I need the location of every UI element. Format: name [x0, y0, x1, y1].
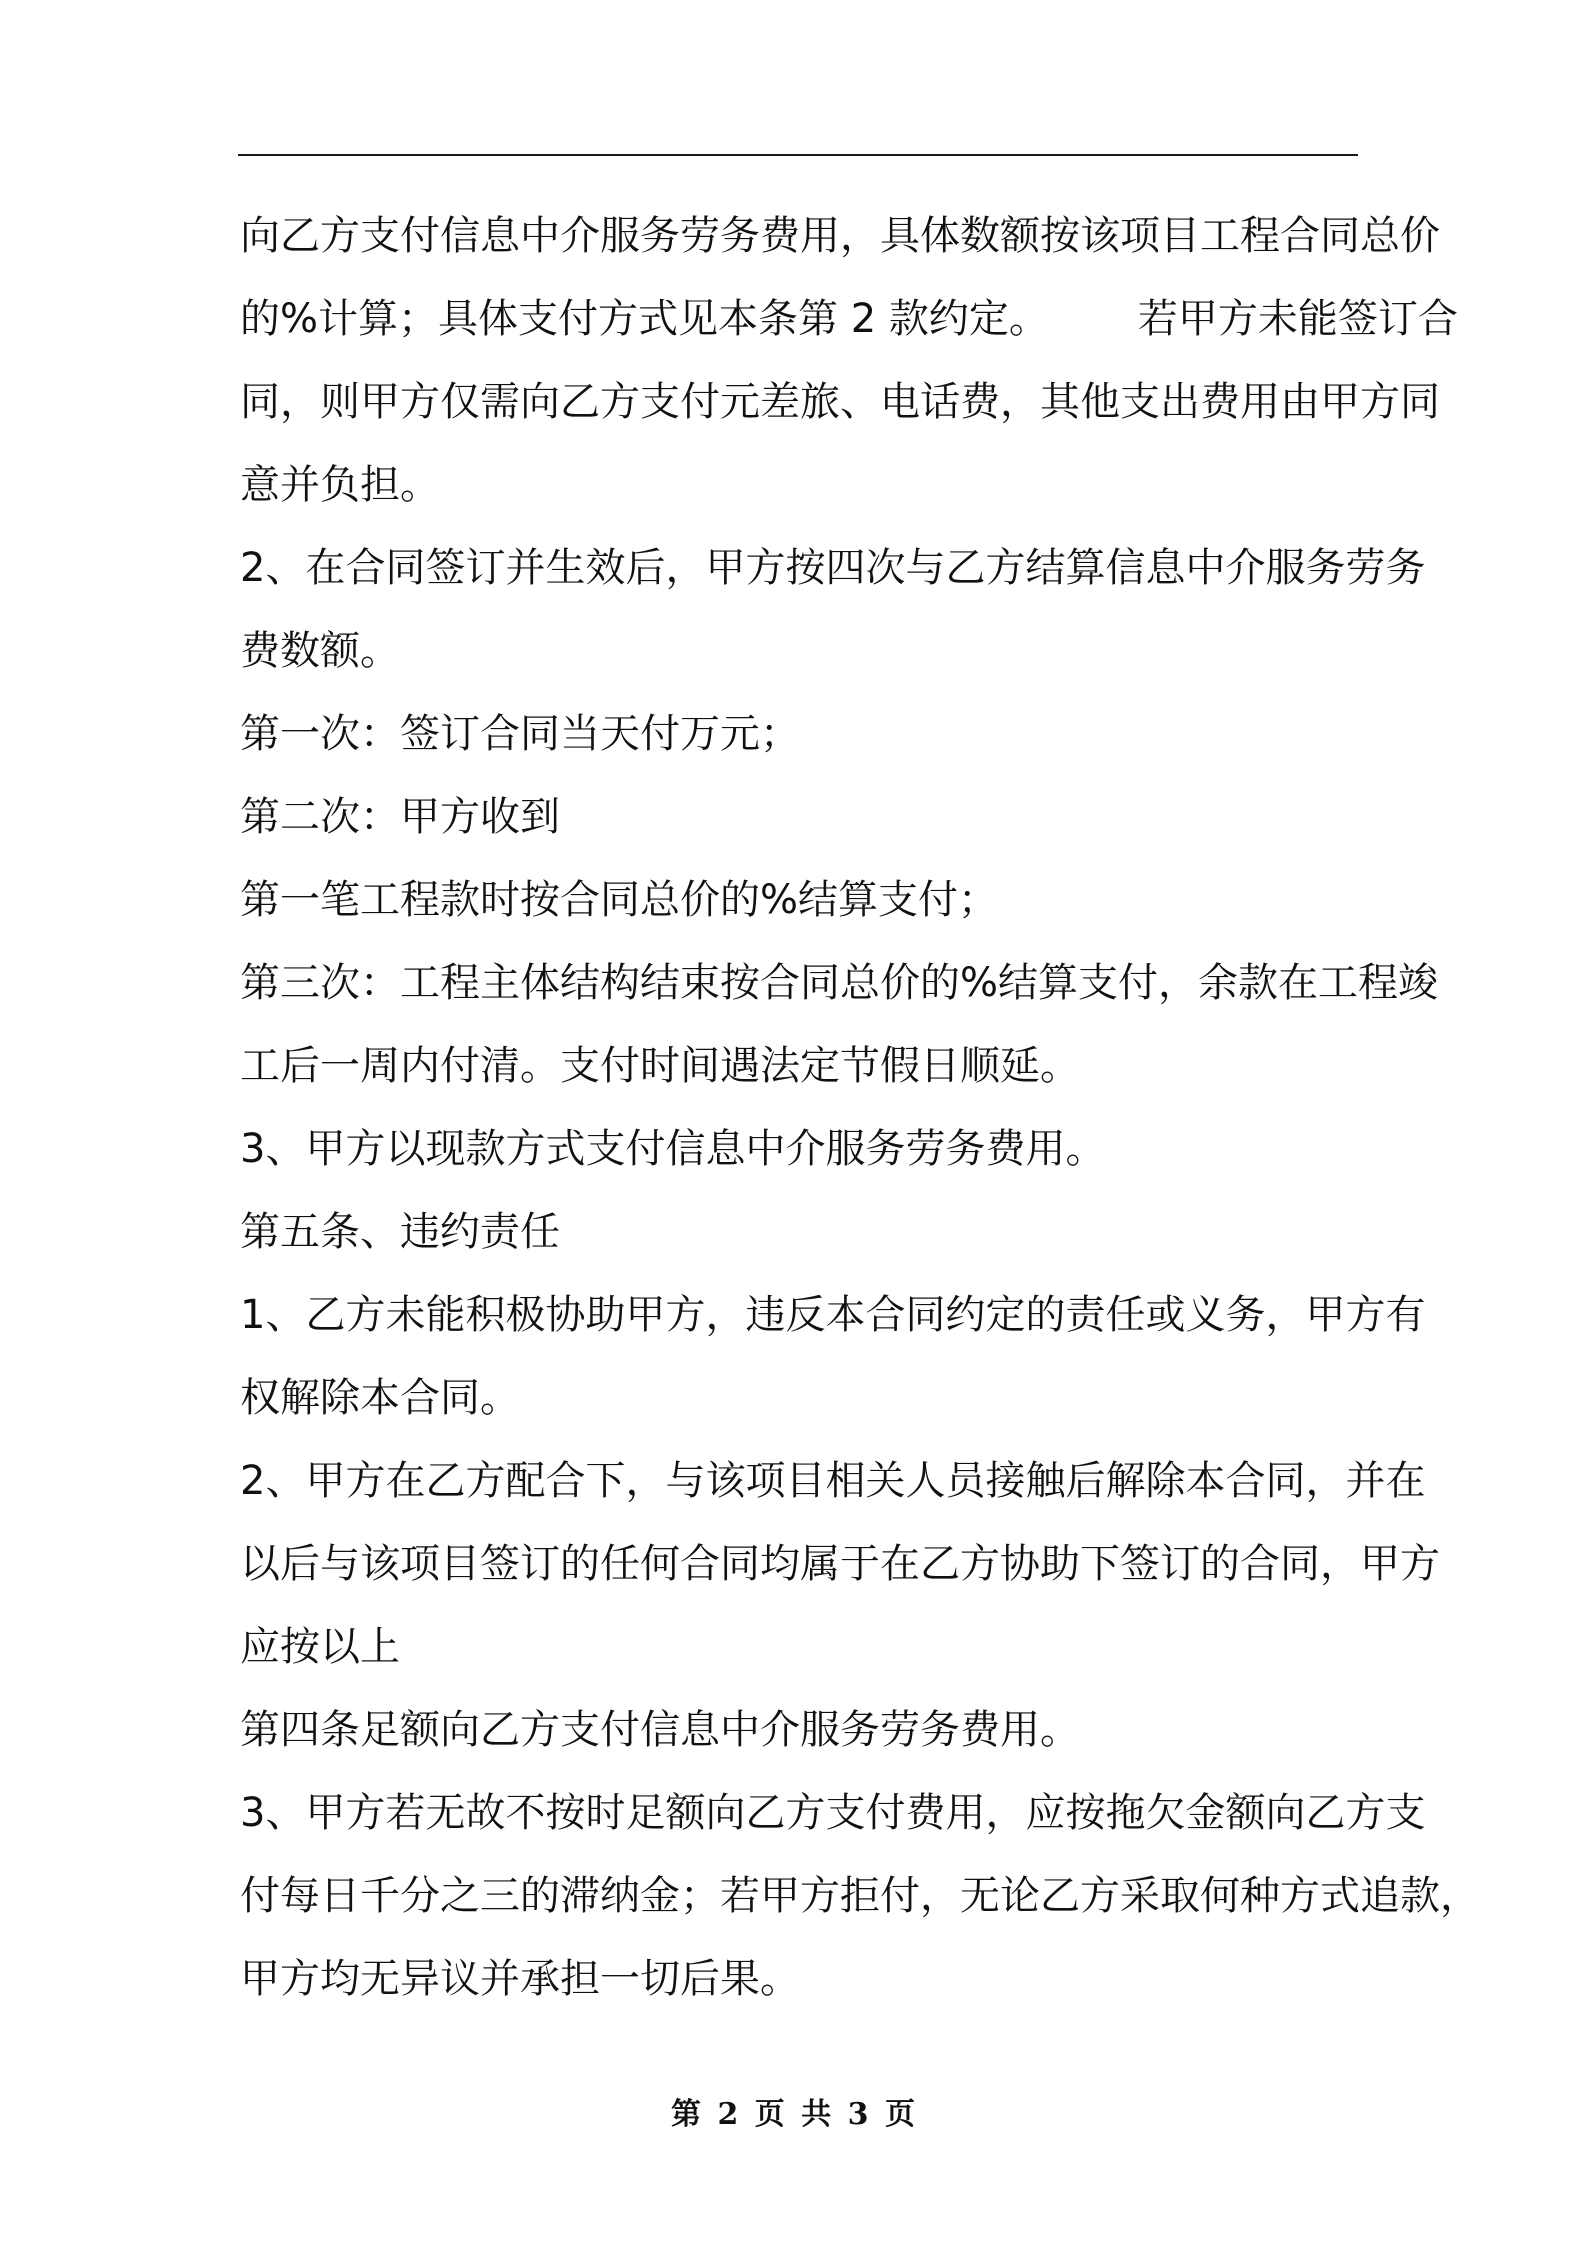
text-line: 付每日千分之三的滞纳金；若甲方拒付，无论乙方采取何种方式追款，	[240, 1873, 1480, 1919]
text-line: 权解除本合同。	[240, 1375, 520, 1421]
section-heading: 第五条、违约责任	[240, 1209, 560, 1255]
text-line: 向乙方支付信息中介服务劳务费用，具体数额按该项目工程合同总价	[240, 213, 1440, 259]
text-line: 2、在合同签订并生效后，甲方按四次与乙方结算信息中介服务劳务	[240, 545, 1426, 591]
text-line: 第三次：工程主体结构结束按合同总价的%结算支付，余款在工程竣	[240, 960, 1439, 1006]
text-line: 的%计算；具体支付方式见本条第 2 款约定。 若甲方未能签订合	[240, 296, 1458, 342]
text-line: 2、甲方在乙方配合下，与该项目相关人员接触后解除本合同，并在	[240, 1458, 1426, 1504]
header-rule	[238, 154, 1358, 156]
document-body	[240, 195, 1480, 2021]
text-line: 甲方均无异议并承担一切后果。	[240, 1956, 800, 2002]
text-line: 第四条足额向乙方支付信息中介服务劳务费用。	[240, 1707, 1080, 1753]
text-line: 应按以上	[240, 1624, 400, 1670]
page-number-footer: 第 2 页 共 3 页	[671, 2097, 915, 2132]
text-line: 第一次：签订合同当天付万元；	[240, 711, 800, 757]
text-line: 3、甲方若无故不按时足额向乙方支付费用，应按拖欠金额向乙方支	[240, 1790, 1426, 1836]
text-line: 以后与该项目签订的任何合同均属于在乙方协助下签订的合同，甲方	[240, 1541, 1440, 1587]
text-line: 第二次：甲方收到	[240, 794, 560, 840]
text-line: 工后一周内付清。支付时间遇法定节假日顺延。	[240, 1043, 1080, 1089]
text-line: 3、甲方以现款方式支付信息中介服务劳务费用。	[240, 1126, 1106, 1172]
text-line: 费数额。	[240, 628, 400, 674]
text-line: 第一笔工程款时按合同总价的%结算支付；	[240, 877, 999, 923]
text-line: 同，则甲方仅需向乙方支付元差旅、电话费，其他支出费用由甲方同	[240, 379, 1440, 425]
text-line: 意并负担。	[240, 462, 440, 508]
text-line: 1、乙方未能积极协助甲方，违反本合同约定的责任或义务，甲方有	[240, 1292, 1426, 1338]
